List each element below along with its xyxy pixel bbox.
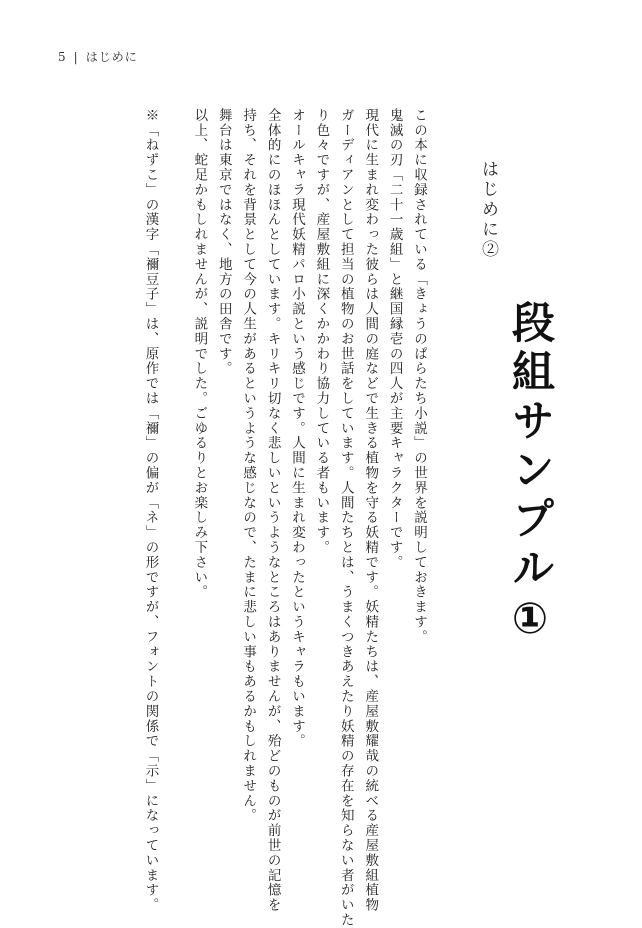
paragraph-tone: 全体的にのほほんとしています。キリキリ切なく悲しいというようなところはありませんが、殆どのものが前世の記憶を (264, 108, 281, 913)
chapter-heading: はじめに② (478, 160, 498, 260)
paragraph-setting: 舞台は東京ではなく、地方の田舎です。 (215, 108, 232, 377)
paragraph-fairies-cont: ガーディアンとして担当の植物のお世話をしています。人間たちとは、うまくつきあえたり妖精の存在を知らない者がいた (337, 108, 354, 928)
paragraph-intro: この本に収録されている「きょうのぱらたち小説」の世界を説明しておきます。 (411, 108, 427, 645)
running-head (58, 48, 138, 65)
sample-stamp-title: 段組サンプル① (505, 300, 555, 650)
paragraph-closing: 以上、蛇足かもしれませんが、説明でした。ごゆるりとお楽しみ下さい。 (191, 108, 208, 600)
body-text (138, 108, 431, 928)
paragraph-note: ※「ねずこ」の漢字「禰豆子」は、原作では「禰」の偏が「ネ」の形ですが、フォントの関係で「示」になっています。 (142, 108, 159, 913)
paragraph-fairies: 現代に生まれ変わった彼らは人間の庭などで生きる植物を守る妖精です。妖精たちは、産屋敷耀哉の統べる産屋敷組植物 (362, 108, 379, 913)
paragraph-tone-cont: 持ち、それを背景として今の人生があるというような感じなので、たまに悲しい事もあるかもしれません。 (240, 108, 257, 824)
paragraph-genre: オールキャラ現代妖精パロ小説という感じです。人間に生まれ変わったというキャラもいます。 (288, 108, 305, 749)
paragraph-main-characters: 鬼滅の刃「二十一歳組」と継国縁壱の四人が主要キャラクターです。 (386, 108, 403, 570)
running-head-section: はじめに (85, 50, 138, 64)
paragraph-spacer (163, 108, 187, 818)
paragraph-fairies-end: り色々ですが、産屋敷組に深くかかわり協力している者もいます。 (313, 108, 330, 555)
running-head-separator: | (73, 50, 79, 64)
page-number: 5 (58, 50, 67, 64)
